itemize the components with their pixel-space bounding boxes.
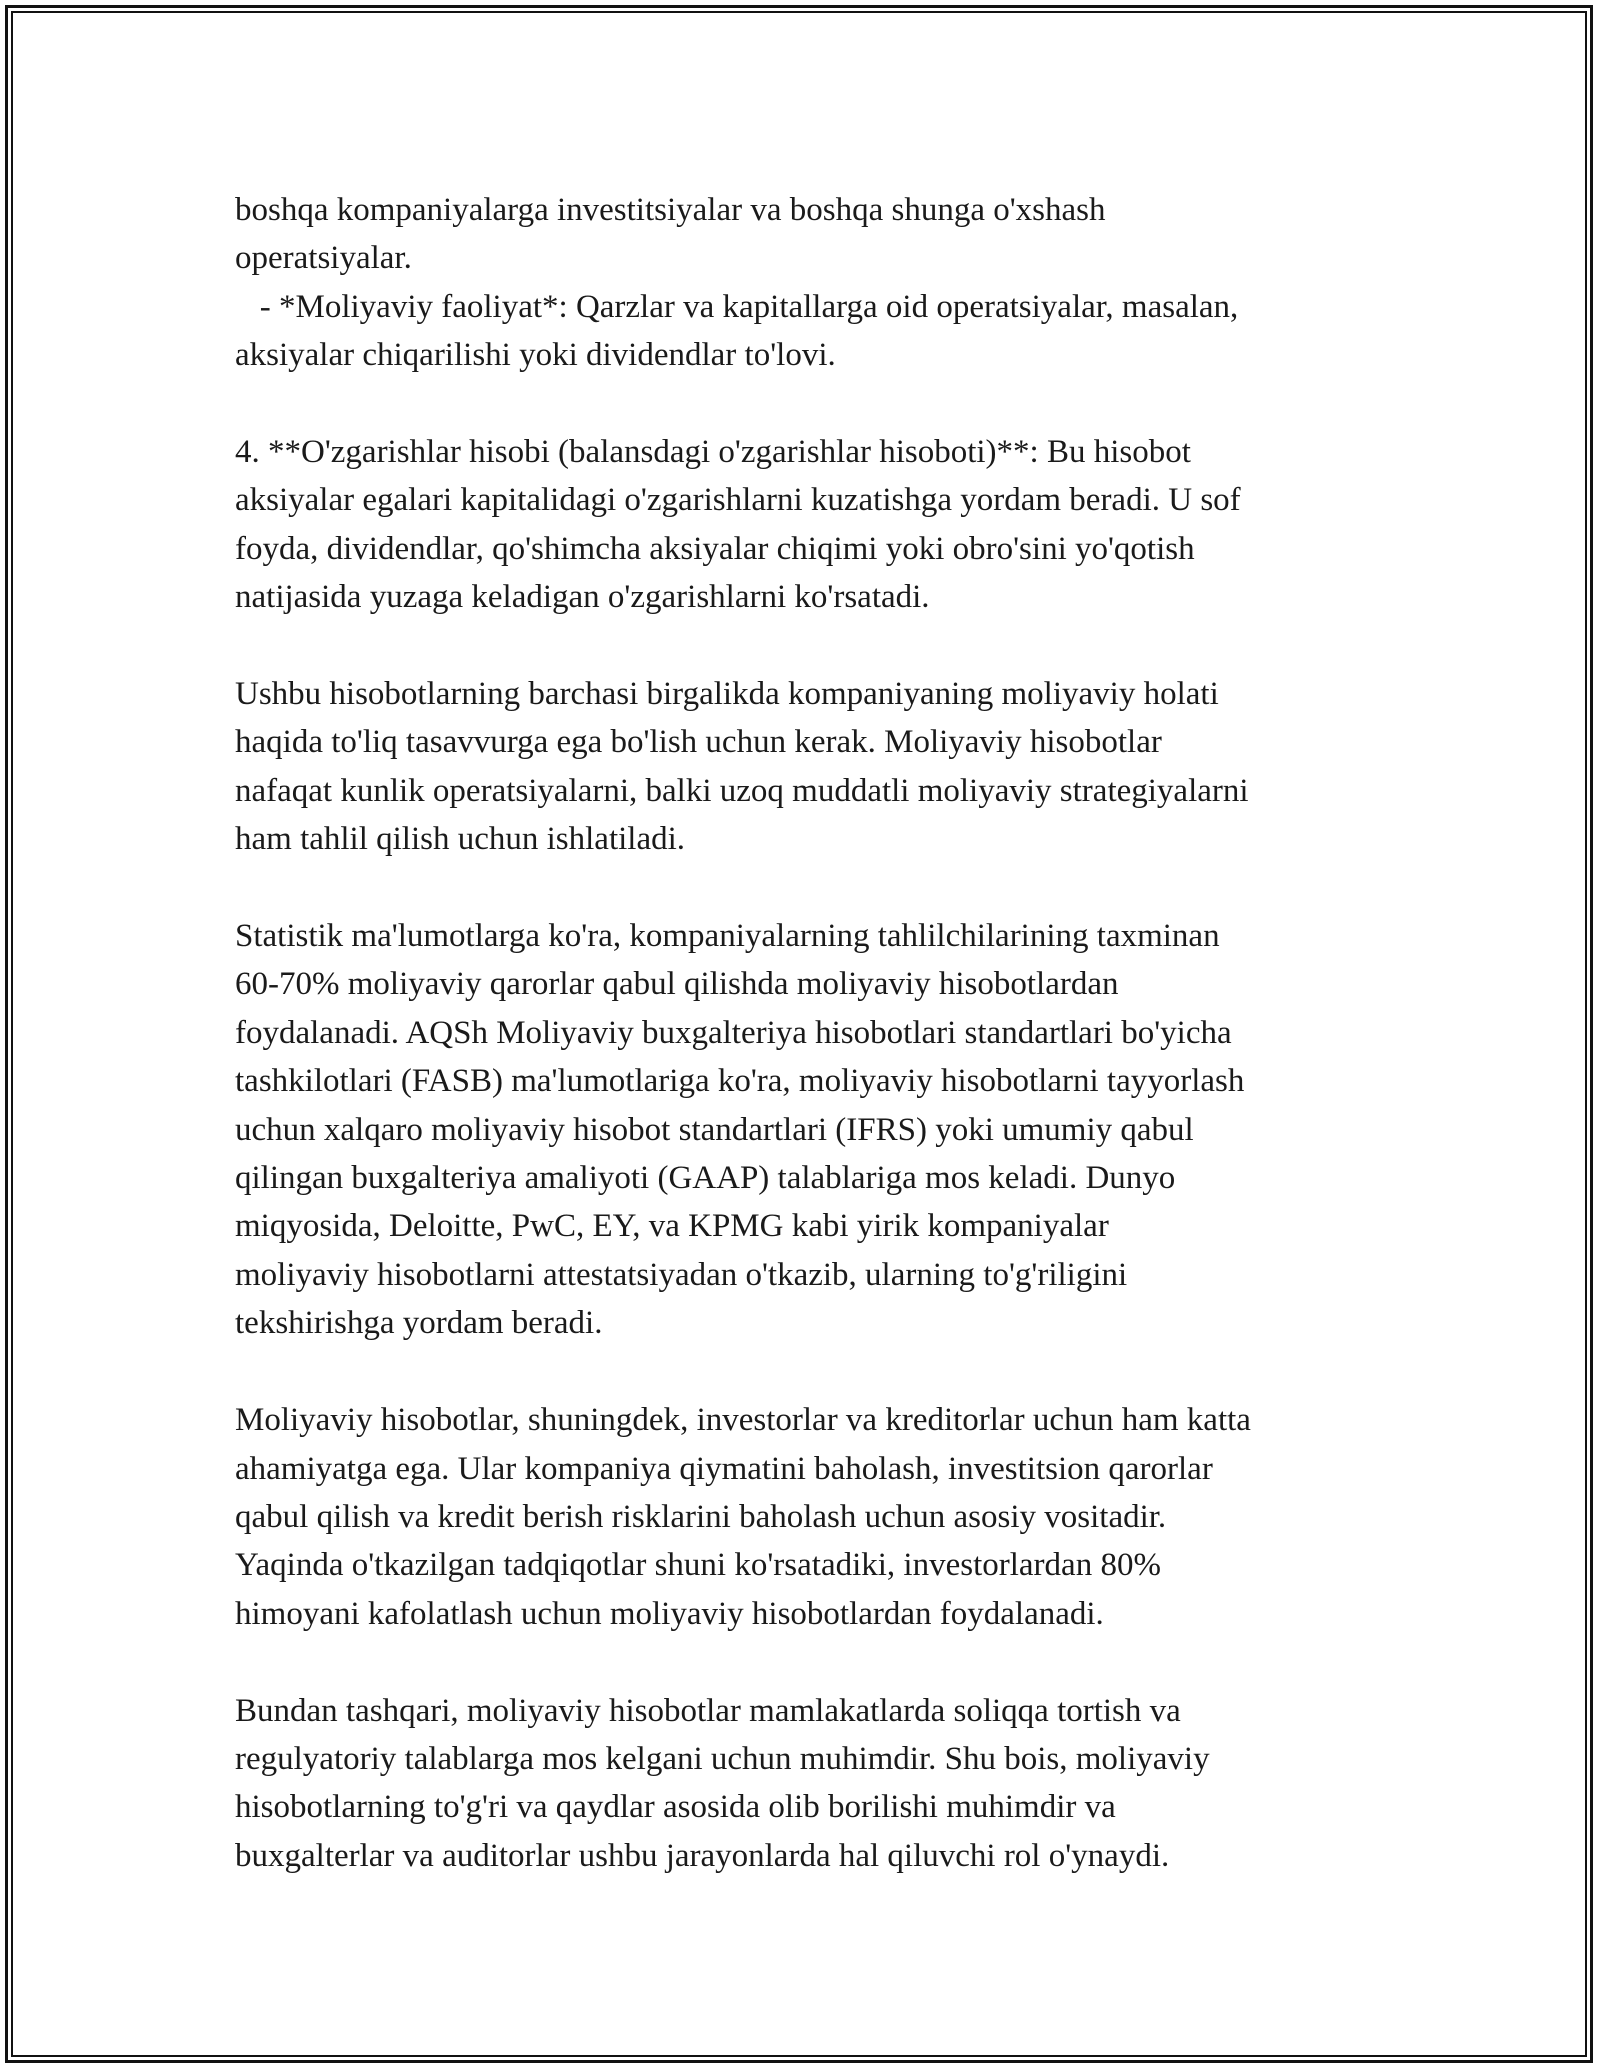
text-line: foydalanadi. AQSh Moliyaviy buxgalteriya hisobotlari standartlari bo'yicha bbox=[235, 1014, 1232, 1051]
text-line: Bundan tashqari, moliyaviy hisobotlar mamlakatlarda soliqqa tortish va bbox=[235, 1692, 1181, 1729]
text-line: haqida to'liq tasavvurga ega bo'lish uchun kerak. Moliyaviy hisobotlar bbox=[235, 724, 1162, 761]
text-line: 4. **O'zgarishlar hisobi (balansdagi o'zgarishlar hisoboti)**: Bu hisobot bbox=[235, 434, 1191, 471]
text-line: ham tahlil qilish uchun ishlatiladi. bbox=[235, 821, 686, 858]
text-line: Statistik ma'lumotlarga ko'ra, kompaniyalarning tahlilchilarining taxminan bbox=[235, 918, 1220, 955]
paragraph-taxation bbox=[235, 1687, 1385, 1881]
text-line: Yaqinda o'tkazilgan tadqiqotlar shuni ko'rsatadiki, investorlardan 80% bbox=[235, 1547, 1161, 1584]
text-line: buxgalterlar va auditorlar ushbu jarayonlarda hal qiluvchi rol o'ynaydi. bbox=[235, 1837, 1170, 1874]
text-line: foyda, dividendlar, qo'shimcha aksiyalar chiqimi yoki obro'sini yo'qotish bbox=[235, 530, 1195, 567]
text-line: Moliyaviy hisobotlar, shuningdek, investorlar va kreditorlar uchun ham katta bbox=[235, 1402, 1251, 1439]
text-line: tashkilotlari (FASB) ma'lumotlariga ko'ra, moliyaviy hisobotlarni tayyorlash bbox=[235, 1063, 1245, 1100]
paragraph-reports-overview bbox=[235, 670, 1385, 864]
text-line: himoyani kafolatlash uchun moliyaviy hisobotlardan foydalanadi. bbox=[235, 1595, 1104, 1632]
paragraph-statistics bbox=[235, 912, 1385, 1348]
text-line: boshqa kompaniyalarga investitsiyalar va boshqa shunga o'xshash bbox=[235, 192, 1106, 228]
paragraph-changes-statement bbox=[235, 428, 1385, 622]
text-line: regulyatoriy talablarga mos kelgani uchun muhimdir. Shu bois, moliyaviy bbox=[235, 1740, 1210, 1777]
text-line: 60-70% moliyaviy qarorlar qabul qilishda moliyaviy hisobotlardan bbox=[235, 966, 1119, 1003]
document-body bbox=[235, 186, 1385, 1880]
text-line: moliyaviy hisobotlarni attestatsiyadan o'tkazib, ularning to'g'riligini bbox=[235, 1256, 1128, 1293]
paragraph-investors bbox=[235, 1396, 1385, 1638]
paragraph-investment-activity bbox=[235, 186, 1385, 380]
text-line: aksiyalar chiqarilishi yoki dividendlar to'lovi. bbox=[235, 337, 836, 374]
text-line: natijasida yuzaga keladigan o'zgarishlarni ko'rsatadi. bbox=[235, 579, 930, 616]
text-line: aksiyalar egalari kapitalidagi o'zgarishlarni kuzatishga yordam beradi. U sof bbox=[235, 482, 1241, 519]
text-line: Ushbu hisobotlarning barchasi birgalikda kompaniyaning moliyaviy holati bbox=[235, 676, 1219, 713]
text-line: uchun xalqaro moliyaviy hisobot standartlari (IFRS) yoki umumiy qabul bbox=[235, 1111, 1194, 1148]
text-line: nafaqat kunlik operatsiyalarni, balki uzoq muddatli moliyaviy strategiyalarni bbox=[235, 772, 1249, 809]
text-line: qabul qilish va kredit berish risklarini baholash uchun asosiy vositadir. bbox=[235, 1498, 1167, 1535]
text-line: tekshirishga yordam beradi. bbox=[235, 1305, 603, 1342]
text-line: operatsiyalar. bbox=[235, 240, 412, 277]
text-line: miqyosida, Deloitte, PwC, EY, va KPMG kabi yirik kompaniyalar bbox=[235, 1208, 1109, 1245]
text-line: qilingan buxgalteriya amaliyoti (GAAP) talablariga mos keladi. Dunyo bbox=[235, 1160, 1176, 1197]
text-line: - *Moliyaviy faoliyat*: Qarzlar va kapitallarga oid operatsiyalar, masalan, bbox=[235, 288, 1239, 325]
text-line: ahamiyatga ega. Ular kompaniya qiymatini baholash, investitsion qarorlar bbox=[235, 1450, 1213, 1487]
text-line: hisobotlarning to'g'ri va qaydlar asosida olib borilishi muhimdir va bbox=[235, 1789, 1116, 1826]
